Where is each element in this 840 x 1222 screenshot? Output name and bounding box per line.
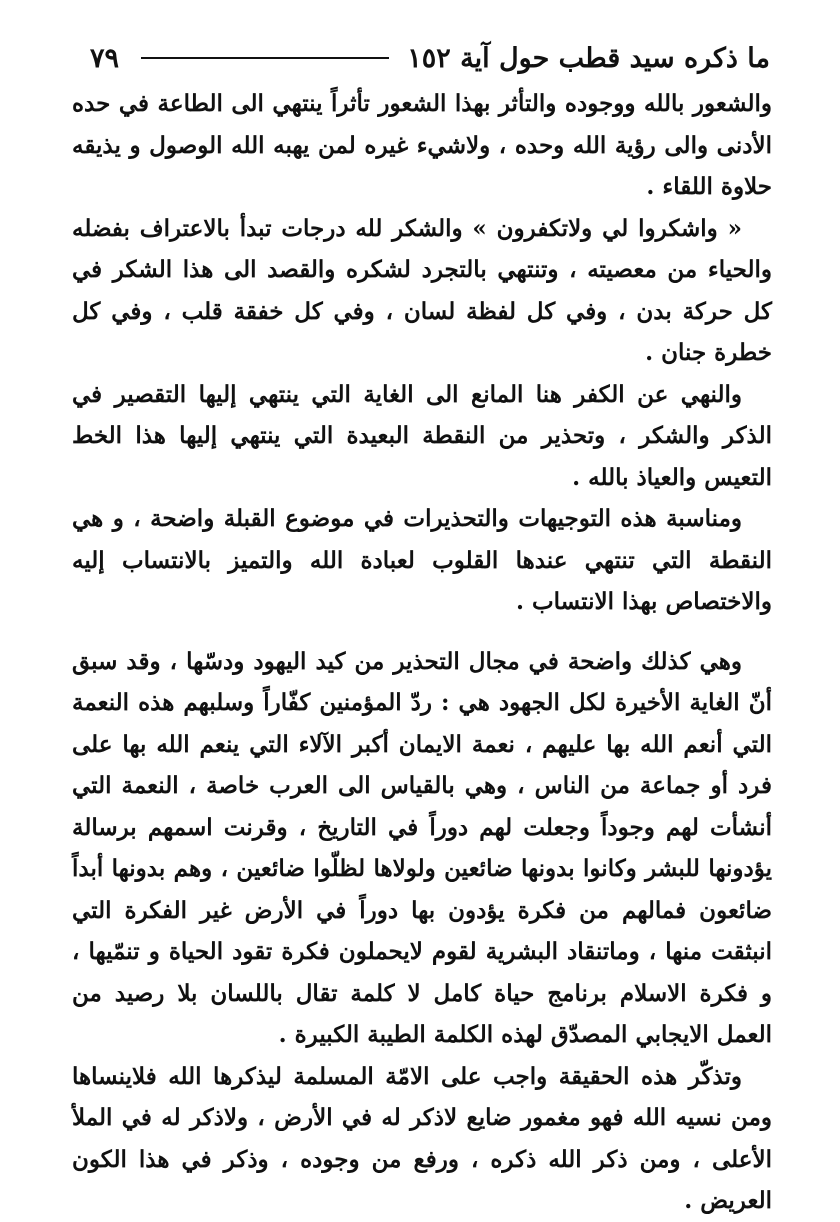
running-title: ما ذكره سيد قطب حول آية ١٥٢	[407, 42, 770, 74]
body-text	[72, 83, 772, 1222]
paragraph-1: والشعور بالله ووجوده والتأثر بهذا الشعور تأثراً ينتهي الى الطاعة في حده الأدنى والى رؤية الله وحده ، ولاشيء غيره لمن يهبه الله الوصول و يذيقه حلاوة اللقاء .	[72, 90, 772, 200]
paragraph-3: والنهي عن الكفر هنا المانع الى الغاية التي ينتهي إليها التقصير في الذكر والشكر ، وتحذير من النقطة البعيدة التي ينتهي إليها هذا الخط التعيس والعياذ بالله .	[72, 380, 772, 491]
header-rule	[141, 57, 389, 59]
paragraph-6: وتذكّر هذه الحقيقة واجب على الامّة المسلمة ليذكرها الله فلاينساها ومن نسيه الله فهو مغمور ضايع لاذكر له في الأرض ، ولاذكر له في الملأ الأعلى ، ومن ذكر الله ذكره ، ورفع من وجوده ، وذكر في هذا الكون العريض .	[72, 1062, 772, 1214]
paragraph-5: وهي كذلك واضحة في مجال التحذير من كيد اليهود ودسّها ، وقد سبق أنّ الغاية الأخيرة لكل الجهود هي : ردّ المؤمنين كفّاراً وسلبهم هذه النعمة التي أنعم الله بها عليهم ، نعمة الايمان أكبر الآلاء التي ينعم الله بها على فرد أو جماعة من الناس ، وهي بالقياس الى العرب خاصة ، النعمة التي أنشأت لهم وجوداً وجعلت لهم دوراً في التاريخ ، وقرنت اسمهم برسالة يؤدونها للبشر وكانوا بدونها ضائعين ولولاها لظلّوا ضائعين ، وهم بدونها أبداً ضائعون فمالهم من فكرة يؤدون بها دوراً في الأرض غير الفكرة التي انبثقت منها ، وماتنقاد البشرية لقوم لايحملون فكرة تقود الحياة و تنمّيها ، و فكرة الاسلام برنامج حياة كامل لا كلمة تقال باللسان بلا رصيد من العمل الايجابي المصدّق لهذه الكلمة الطيبة الكبيرة .	[72, 647, 772, 1048]
page-header	[80, 38, 770, 78]
page-number: ٧٩	[90, 42, 120, 74]
paragraph-4: ومناسبة هذه التوجيهات والتحذيرات في موضوع القبلة واضحة ، و هي النقطة التي تنتهي عندها القلوب لعبادة الله والتميز بالانتساب إليه والاختصاص بهذا الانتساب .	[72, 505, 772, 615]
paragraph-2: « واشكروا لي ولاتكفرون » والشكر لله درجات تبدأ بالاعتراف بفضله والحياء من معصيته ، وتنتهي بالتجرد لشكره والقصد الى هذا الشكر في كل حركة بدن ، وفي كل لفظة لسان ، وفي كل خفقة قلب ، وفي كل خطرة جنان .	[72, 214, 772, 366]
